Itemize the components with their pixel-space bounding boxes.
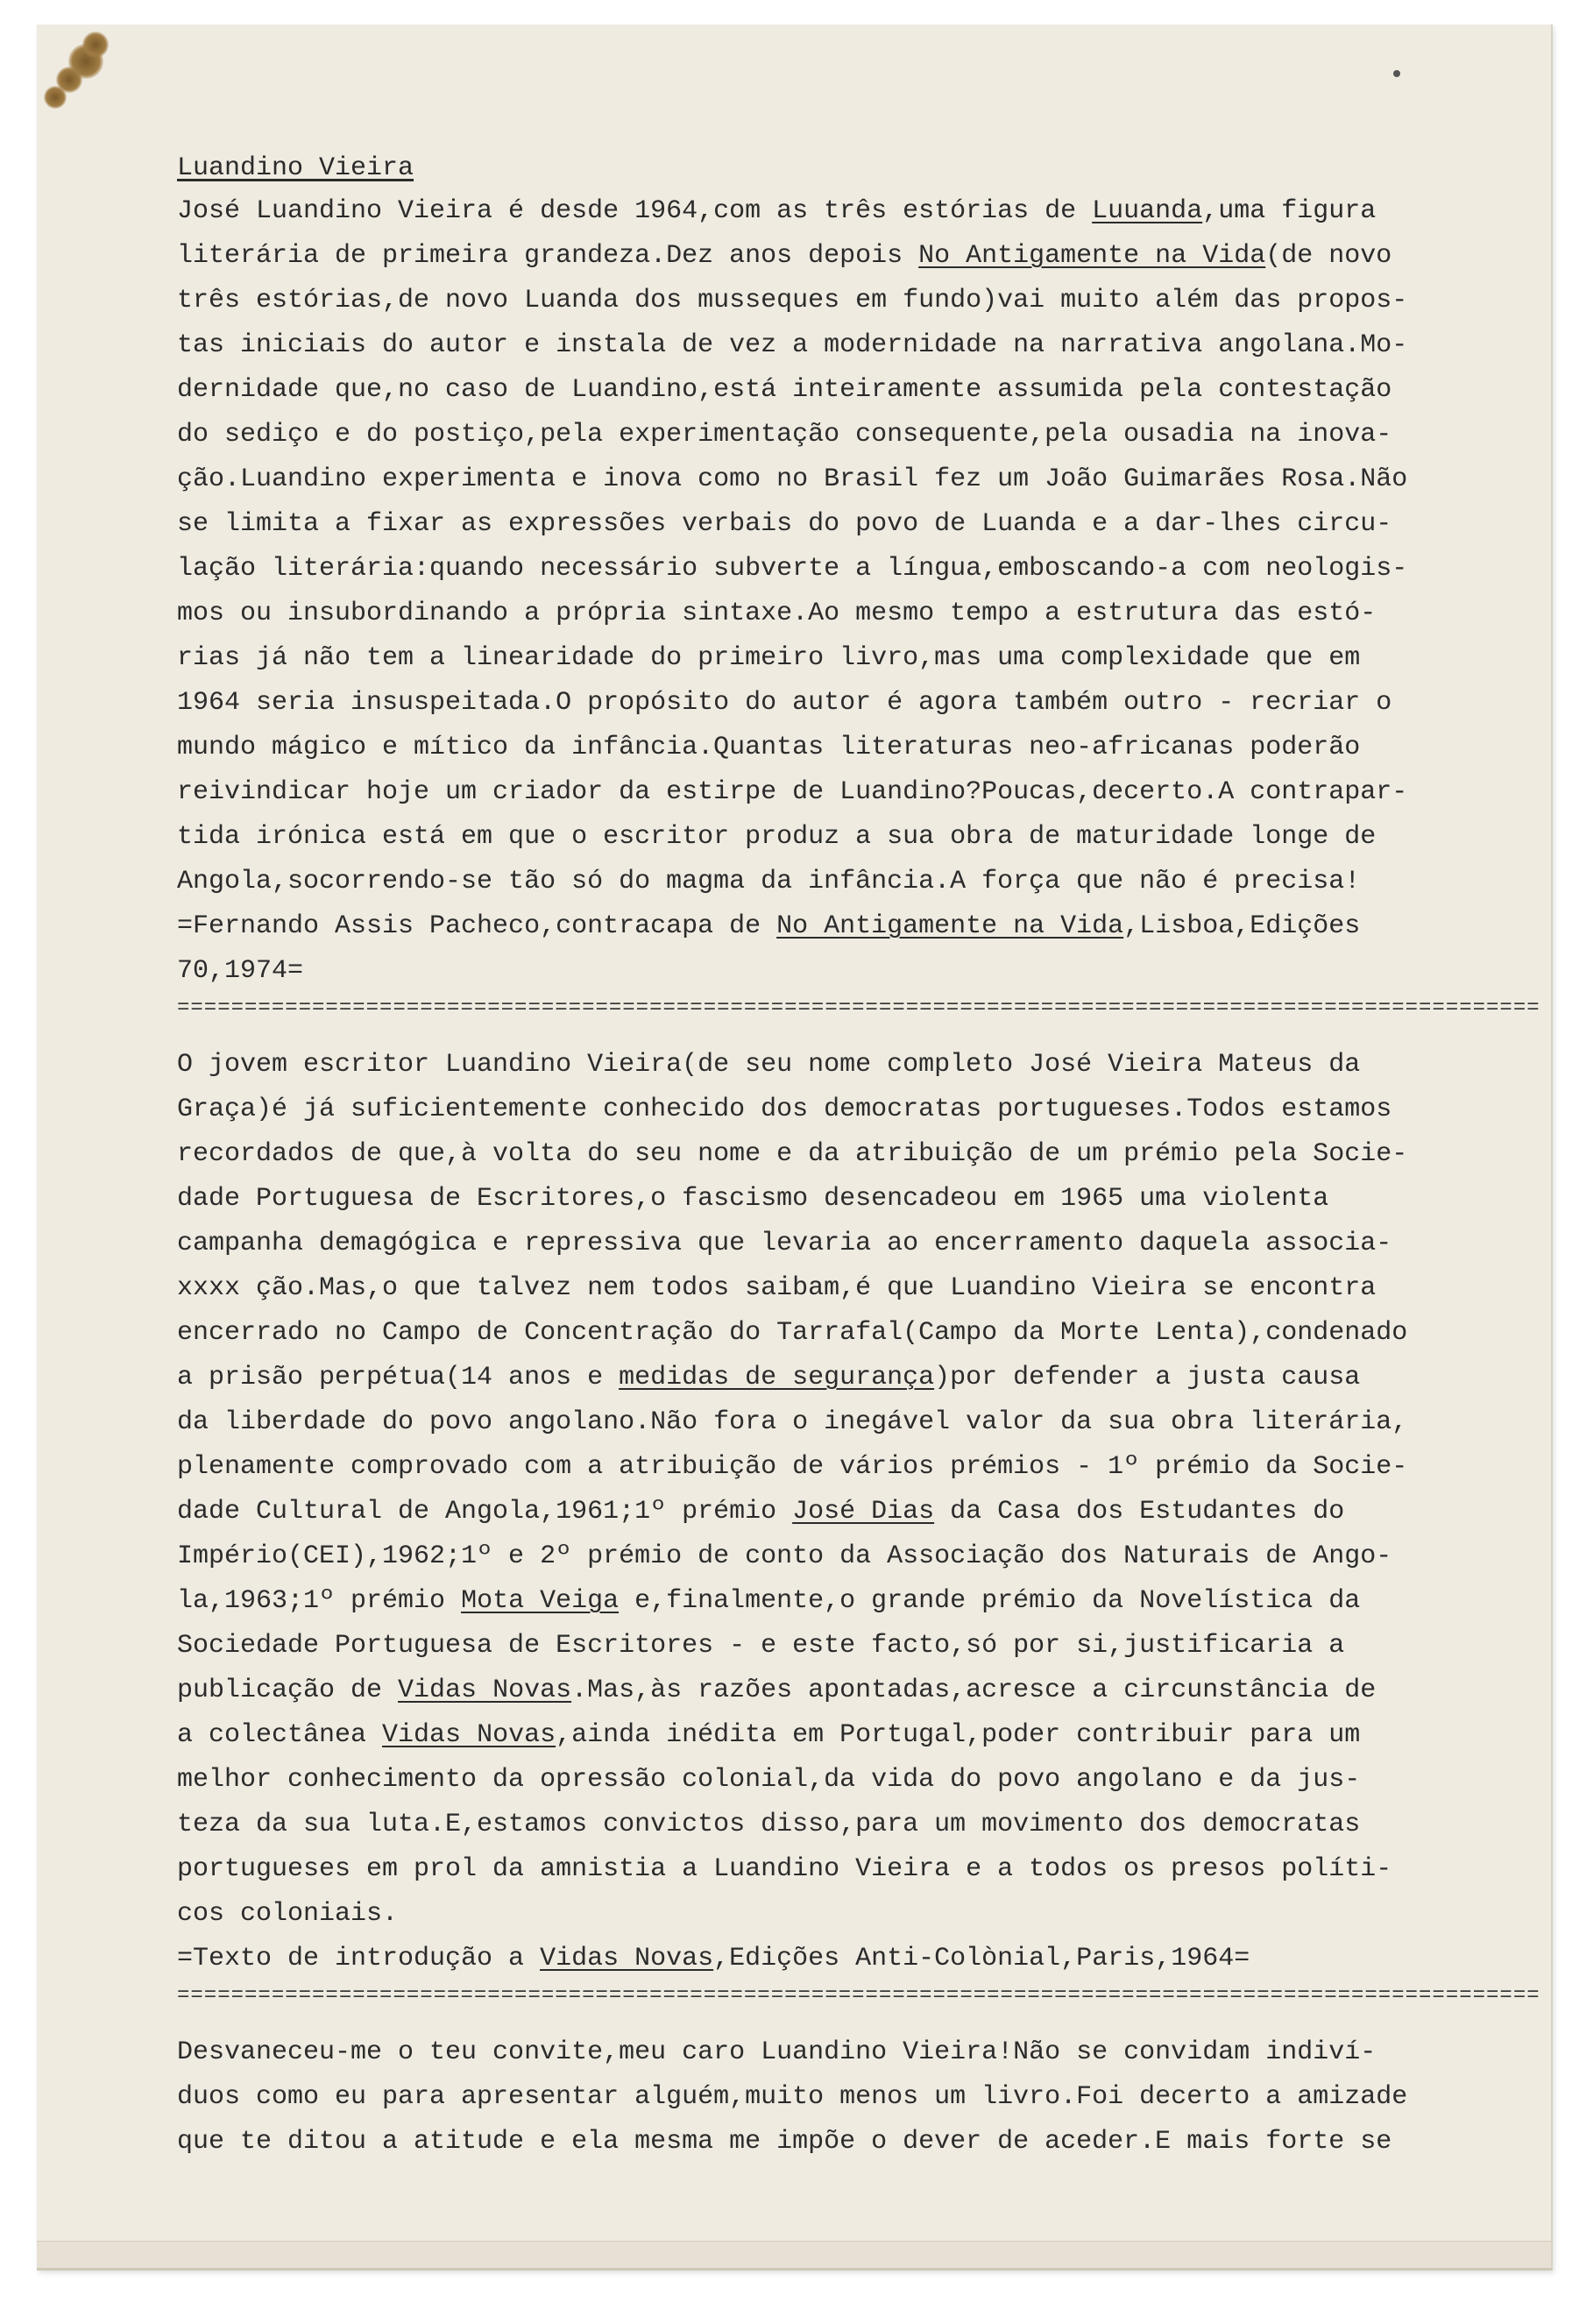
text-line: dade Cultural de Angola,1961;1º prémio José Dias da Casa dos Estudantes do [177,1497,1345,1527]
text-line: do sediço e do postiço,pela experimentação consequente,pela ousadia na inova- [177,420,1392,450]
text-line: encerrado no Campo de Concentração do Tarrafal(Campo da Morte Lenta),condenado [177,1318,1408,1348]
text-line: duos como eu para apresentar alguém,muito menos um livro.Foi decerto a amizade [177,2082,1408,2112]
text-line: literária de primeira grandeza.Dez anos depois No Antigamente na Vida(de novo [177,241,1392,271]
text-line: Desvaneceu-me o teu convite,meu caro Luandino Vieira!Não se convidam indiví- [177,2037,1377,2067]
text-line: dernidade que,no caso de Luandino,está inteiramente assumida pela contestação [177,375,1392,405]
text-line: lação literária:quando necessário subverte a língua,emboscando-a com neologis- [177,554,1408,584]
ink-dot [1393,70,1400,77]
page-bottom-edge [37,2241,1551,2268]
document-title: Luandino Vieira [177,153,414,183]
text-line: portugueses em prol da amnistia a Luandino Vieira e a todos os presos políti- [177,1854,1392,1884]
text-line: O jovem escritor Luandino Vieira(de seu nome completo José Vieira Mateus da [177,1050,1361,1080]
text-line: cos coloniais. [177,1899,399,1929]
text-line: =Fernando Assis Pacheco,contracapa de No Antigamente na Vida,Lisboa,Edições [177,911,1361,941]
text-line: campanha demagógica e repressiva que levaria ao encerramento daquela associa- [177,1229,1392,1258]
underlined-title: Vidas Novas [398,1676,572,1705]
text-line: dade Portuguesa de Escritores,o fascismo desencadeou em 1965 uma violenta [177,1184,1329,1214]
text-line: 70,1974= [177,956,304,986]
underlined-title: Vidas Novas [540,1944,714,1973]
underlined-title: Luuanda [1092,196,1203,226]
text-line: =Texto de introdução a Vidas Novas,Edições Anti-Colònial,Paris,1964= [177,1944,1250,1973]
underlined-title: No Antigamente na Vida [776,911,1124,941]
text-line: 1964 seria insuspeitada.O propósito do autor é agora também outro - recriar o [177,688,1392,718]
underlined-title: No Antigamente na Vida [918,241,1266,271]
section-fernando-assis-pacheco [177,189,1544,994]
underlined-title: medidas de segurança [619,1363,935,1392]
underlined-title: Vidas Novas [382,1720,556,1750]
text-line: plenamente comprovado com a atribuição de vários prémios - 1º prémio da Socie- [177,1452,1408,1482]
text-line: la,1963;1º prémio Mota Veiga e,finalmente,o grande prémio da Novelística da [177,1586,1361,1616]
text-line: Angola,socorrendo-se tão só do magma da infância.A força que não é precisa! [177,867,1361,896]
text-line: mos ou insubordinando a própria sintaxe.Ao mesmo tempo a estrutura das estó- [177,599,1377,628]
text-line: recordados de que,à volta do seu nome e da atribuição de um prémio pela Socie- [177,1139,1408,1169]
text-line: ção.Luandino experimenta e inova como no Brasil fez um João Guimarães Rosa.Não [177,464,1408,494]
text-line: a prisão perpétua(14 anos e medidas de segurança)por defender a justa causa [177,1363,1361,1392]
text-line: a colectânea Vidas Novas,ainda inédita em Portugal,poder contribuir para um [177,1720,1361,1750]
underlined-title: Mota Veiga [461,1586,620,1616]
text-line: tas iniciais do autor e instala de vez a modernidade na narrativa angolana.Mo- [177,330,1408,360]
text-line: tida irónica está em que o escritor produz a sua obra de maturidade longe de [177,822,1377,852]
text-line: da liberdade do povo angolano.Não fora o inegável valor da sua obra literária, [177,1407,1408,1437]
section-convite [177,2030,1544,2165]
text-line: mundo mágico e mítico da infância.Quantas literaturas neo-africanas poderão [177,733,1361,762]
underlined-title: José Dias [792,1497,935,1527]
typed-document [177,147,1544,2165]
text-line: melhor conhecimento da opressão colonial,da vida do povo angolano e da jus- [177,1765,1361,1795]
paper-sheet [37,25,1553,2271]
separator-rule: ===================================================================================================== [177,996,1540,1020]
rust-stain-mark [82,32,109,58]
rust-stain-mark [44,86,67,109]
text-line: xxxx ção.Mas,o que talvez nem todos saibam,é que Luandino Vieira se encontra [177,1273,1377,1303]
text-line: se limita a fixar as expressões verbais do povo de Luanda e a dar-lhes circu- [177,509,1392,539]
text-line: José Luandino Vieira é desde 1964,com as três estórias de Luuanda,uma figura [177,196,1377,226]
text-line: que te ditou a atitude e ela mesma me impõe o dever de aceder.E mais forte se [177,2127,1392,2157]
text-line: Graça)é já suficientemente conhecido dos democratas portugueses.Todos estamos [177,1095,1392,1124]
text-line: teza da sua luta.E,estamos convictos disso,para um movimento dos democratas [177,1810,1361,1839]
text-line: Império(CEI),1962;1º e 2º prémio de conto da Associação dos Naturais de Ango- [177,1541,1392,1571]
text-line: rias já não tem a linearidade do primeiro livro,mas uma complexidade que em [177,643,1361,673]
text-line: Sociedade Portuguesa de Escritores - e este facto,só por si,justificaria a [177,1631,1345,1661]
text-line: publicação de Vidas Novas.Mas,às razões apontadas,acresce a circunstância de [177,1676,1377,1705]
text-line: reivindicar hoje um criador da estirpe de Luandino?Poucas,decerto.A contrapar- [177,777,1408,807]
text-line: três estórias,de novo Luanda dos musseques em fundo)vai muito além das propos- [177,286,1408,315]
separator-rule: ===================================================================================================== [177,1984,1540,2008]
section-vidas-novas-introduction [177,1043,1544,1981]
